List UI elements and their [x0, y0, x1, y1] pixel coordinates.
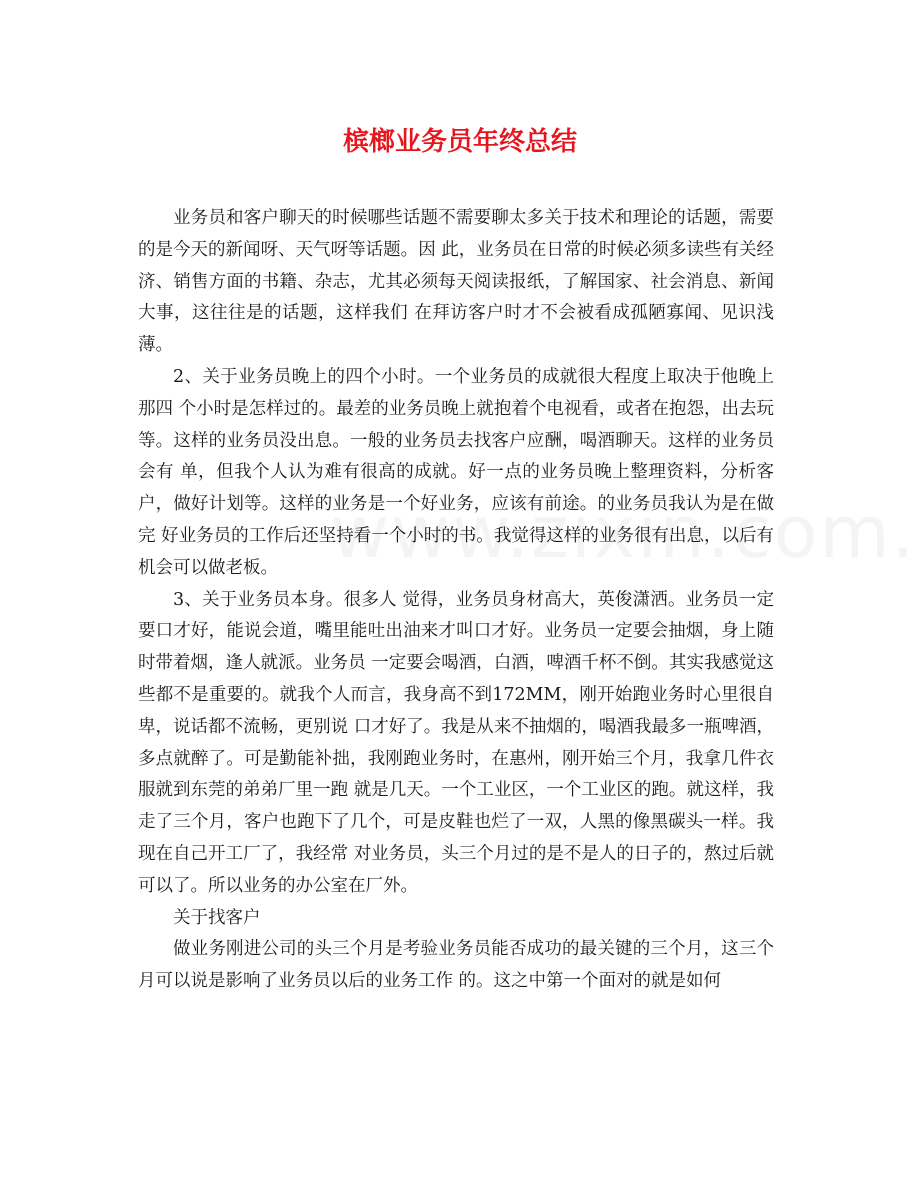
- paragraph-2: 2、关于业务员晚上的四个小时。一个业务员的成就很大程度上取决于他晚上那四 个小时是怎样过的。最差的业务员晚上就抱着个电视看，或者在抱怨，出去玩等。这样的业务员没出息。一般的业务员去找客户应酬，喝酒聊天。这样的业务员会有 单，但我个人认为难有很高的成就。好一点的业务员晚上整理资料，分析客户，做好计划等。这样的业务是一个好业务，应该有前途。的业务员我认为是在做完 好业务员的工作后还坚持看一个小时的书。我觉得这样的业务很有出息，以后有机会可以做老板。: [138, 366, 774, 578]
- paragraph-3: 3、关于业务员本身。很多人 觉得，业务员身材高大，英俊潇洒。业务员一定要口才好，能说会道，嘴里能吐出油来才叫口才好。业务员一定要会抽烟，身上随时带着烟，逢人就派。业务员 一定要会喝酒，白酒，啤酒千杯不倒。其实我感觉这些都不是重要的。就我个人而言，我身高不到172MM，刚开始跑业务时心里很自卑，说话都不流畅，更别说 口才好了。我是从来不抽烟的，喝酒我最多一瓶啤酒，多点就醉了。可是勤能补拙，我刚跑业务时，在惠州，刚开始三个月，我拿几件衣服就到东莞的弟弟厂里一跑 就是几天。一个工业区，一个工业区的跑。就这样，我走了三个月，客户也跑下了几个，可是皮鞋也烂了一双，人黑的像黑碳头一样。我现在自己开工厂了，我经常 对业务员，头三个月过的是不是人的日子的，熬过后就可以了。所以业务的办公室在厂外。: [138, 589, 774, 896]
- document-title: 槟榔业务员年终总结: [342, 127, 577, 157]
- section-heading-find-clients: 关于找客户: [173, 907, 261, 928]
- paragraph-1: 业务员和客户聊天的时候哪些话题不需要聊太多关于技术和理论的话题，需要的是今天的新闻呀、天气呀等话题。因 此，业务员在日常的时候必须多读些有关经济、销售方面的书籍、杂志，尤其必须每天阅读报纸，了解国家、社会消息、新闻大事，这往往是的话题，这样我们 在拜访客户时才不会被看成孤陋寡闻、见识浅薄。: [138, 208, 774, 356]
- document-body: [138, 203, 774, 998]
- paragraph-5: 做业务刚进公司的头三个月是考验业务员能否成功的最关键的三个月，这三个月可以说是影响了业务员以后的业务工作 的。这之中第一个面对的就是如何: [138, 939, 774, 992]
